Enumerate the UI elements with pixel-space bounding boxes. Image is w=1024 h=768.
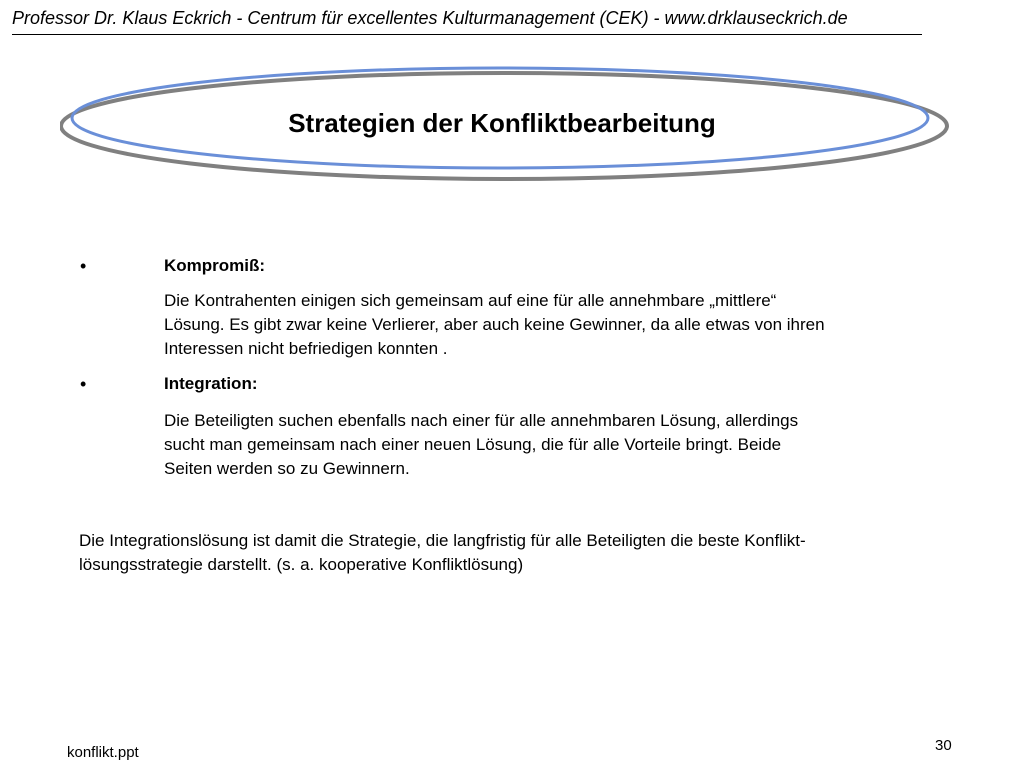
footer-filename: konflikt.ppt [67,744,139,761]
body-line: Interessen nicht befriedigen konnten . [164,339,448,358]
body-line: Lösung. Es gibt zwar keine Verlierer, aber auch keine Gewinner, da alle etwas von ihren [164,315,825,334]
body-line: Die Kontrahenten einigen sich gemeinsam auf eine für alle annehmbare „mittlere“ [164,291,777,310]
summary-line: lösungsstrategie darstellt. (s. a. kooperative Konfliktlösung) [79,555,524,574]
header-title: Professor Dr. Klaus Eckrich - Centrum für excellentes Kulturmanagement (CEK) - www.drklauseckrich.de [12,8,848,28]
slide-title: Strategien der Konfliktbearbeitung [288,108,716,138]
bullet-marker: • [80,256,87,276]
bullet-marker: • [80,374,87,394]
body-line: sucht man gemeinsam nach einer neuen Lösung, die für alle Vorteile bringt. Beide [164,435,782,454]
item-body-kompromiss [164,289,954,361]
page-number: 30 [935,737,952,754]
item-body-integration [164,409,954,481]
item-heading-integration: Integration: [164,374,258,393]
summary-paragraph [79,529,959,577]
item-heading-kompromiss: Kompromiß: [164,256,266,275]
body-line: Seiten werden so zu Gewinnern. [164,459,410,478]
body-line: Die Beteiligten suchen ebenfalls nach einer für alle annehmbaren Lösung, allerdings [164,411,799,430]
summary-line: Die Integrationslösung ist damit die Strategie, die langfristig für alle Beteiligten die beste Konflikt- [79,531,806,550]
